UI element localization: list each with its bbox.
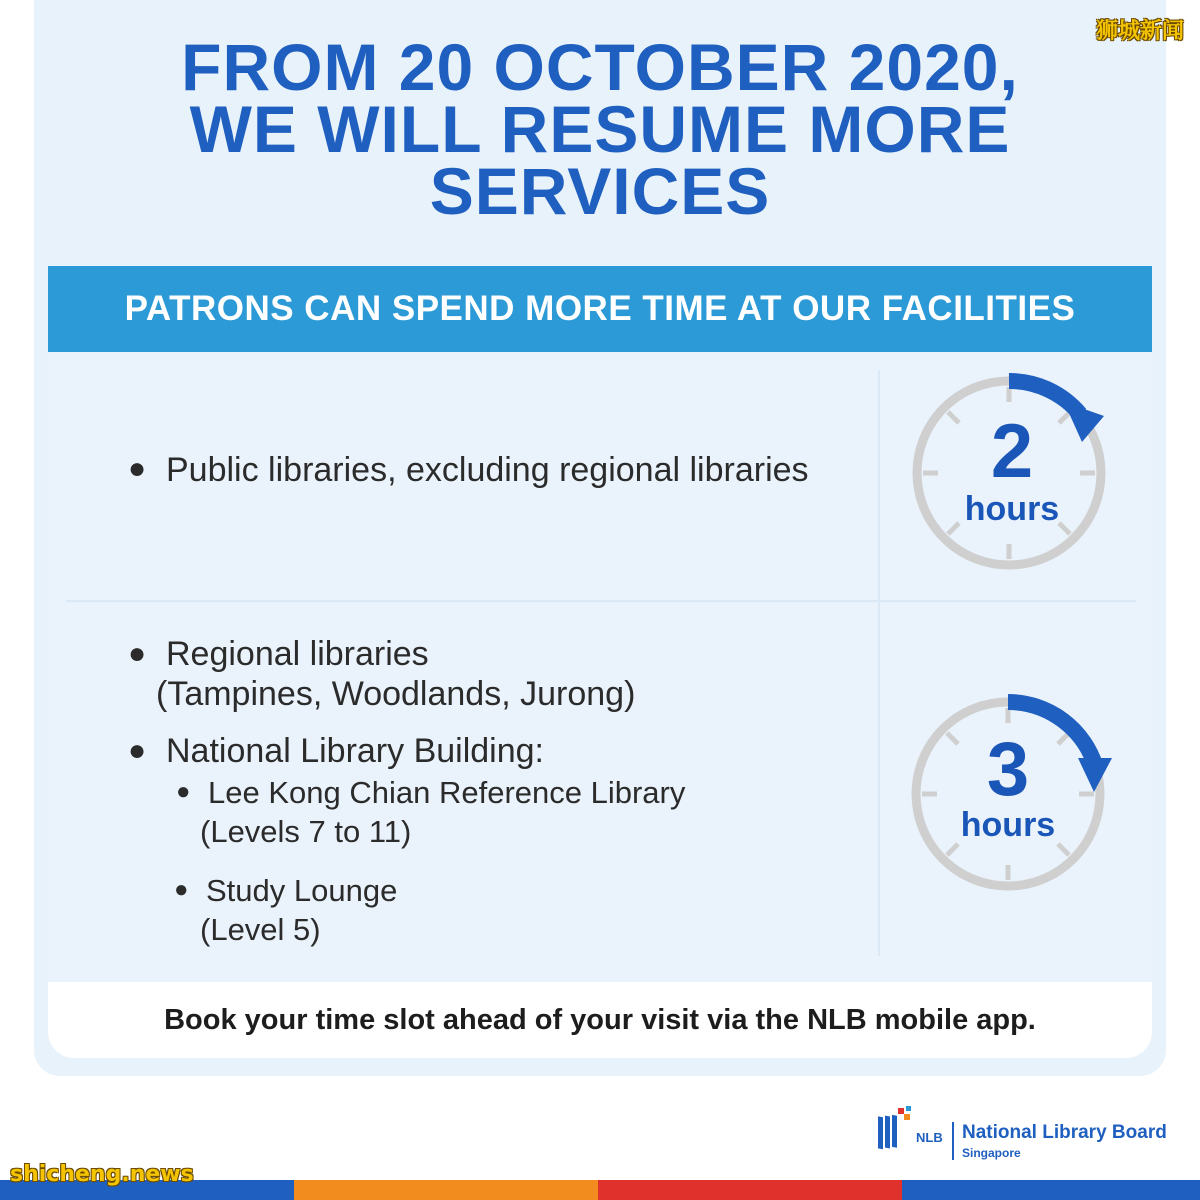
stripe-segment-red <box>598 1180 902 1200</box>
timer-unit-3: hours <box>960 806 1056 844</box>
timer-number-3: 3 <box>986 727 1030 812</box>
watermark-bottom: shicheng.news <box>10 1162 194 1187</box>
logo-name: National Library Board <box>962 1122 1167 1143</box>
public-libraries-item: Public libraries, excluding regional libraries <box>166 451 809 489</box>
horizontal-divider <box>66 600 1136 602</box>
lee-kong-chian-levels: (Levels 7 to 11) <box>200 814 412 849</box>
bullet-icon: ● <box>128 452 147 485</box>
regional-libraries-list: (Tampines, Woodlands, Jurong) <box>156 675 636 713</box>
timer-unit-2: hours <box>964 490 1060 528</box>
logo-separator <box>952 1122 954 1160</box>
logo-country: Singapore <box>962 1146 1021 1160</box>
section-banner: PATRONS CAN SPEND MORE TIME AT OUR FACILITIES <box>48 266 1152 352</box>
bullet-icon: ● <box>128 637 147 670</box>
nlb-logo-icon <box>876 1106 916 1156</box>
timer-number-2: 2 <box>990 409 1034 494</box>
headline-line-3: SERVICES <box>429 154 771 228</box>
lee-kong-chian-item: Lee Kong Chian Reference Library <box>208 775 686 810</box>
watermark-top: 狮城新闻 <box>1095 19 1184 44</box>
sub-bullet-icon: ● <box>176 778 191 805</box>
study-lounge-level: (Level 5) <box>200 912 321 947</box>
sub-bullet-icon: ● <box>174 876 189 903</box>
regional-libraries-item: Regional libraries <box>166 635 429 673</box>
vertical-divider <box>878 370 880 956</box>
headline-line-1: FROM 20 OCTOBER 2020, <box>181 30 1019 104</box>
stripe-segment-orange <box>294 1180 598 1200</box>
bullet-icon: ● <box>128 734 147 767</box>
national-library-building-item: National Library Building: <box>166 732 544 770</box>
booking-note: Book your time slot ahead of your visit via the NLB mobile app. <box>48 982 1152 1058</box>
headline-line-2: WE WILL RESUME MORE <box>189 92 1011 166</box>
logo-abbreviation: NLB <box>916 1130 943 1145</box>
study-lounge-item: Study Lounge <box>206 873 398 908</box>
stripe-segment-blue-2 <box>902 1180 1200 1200</box>
